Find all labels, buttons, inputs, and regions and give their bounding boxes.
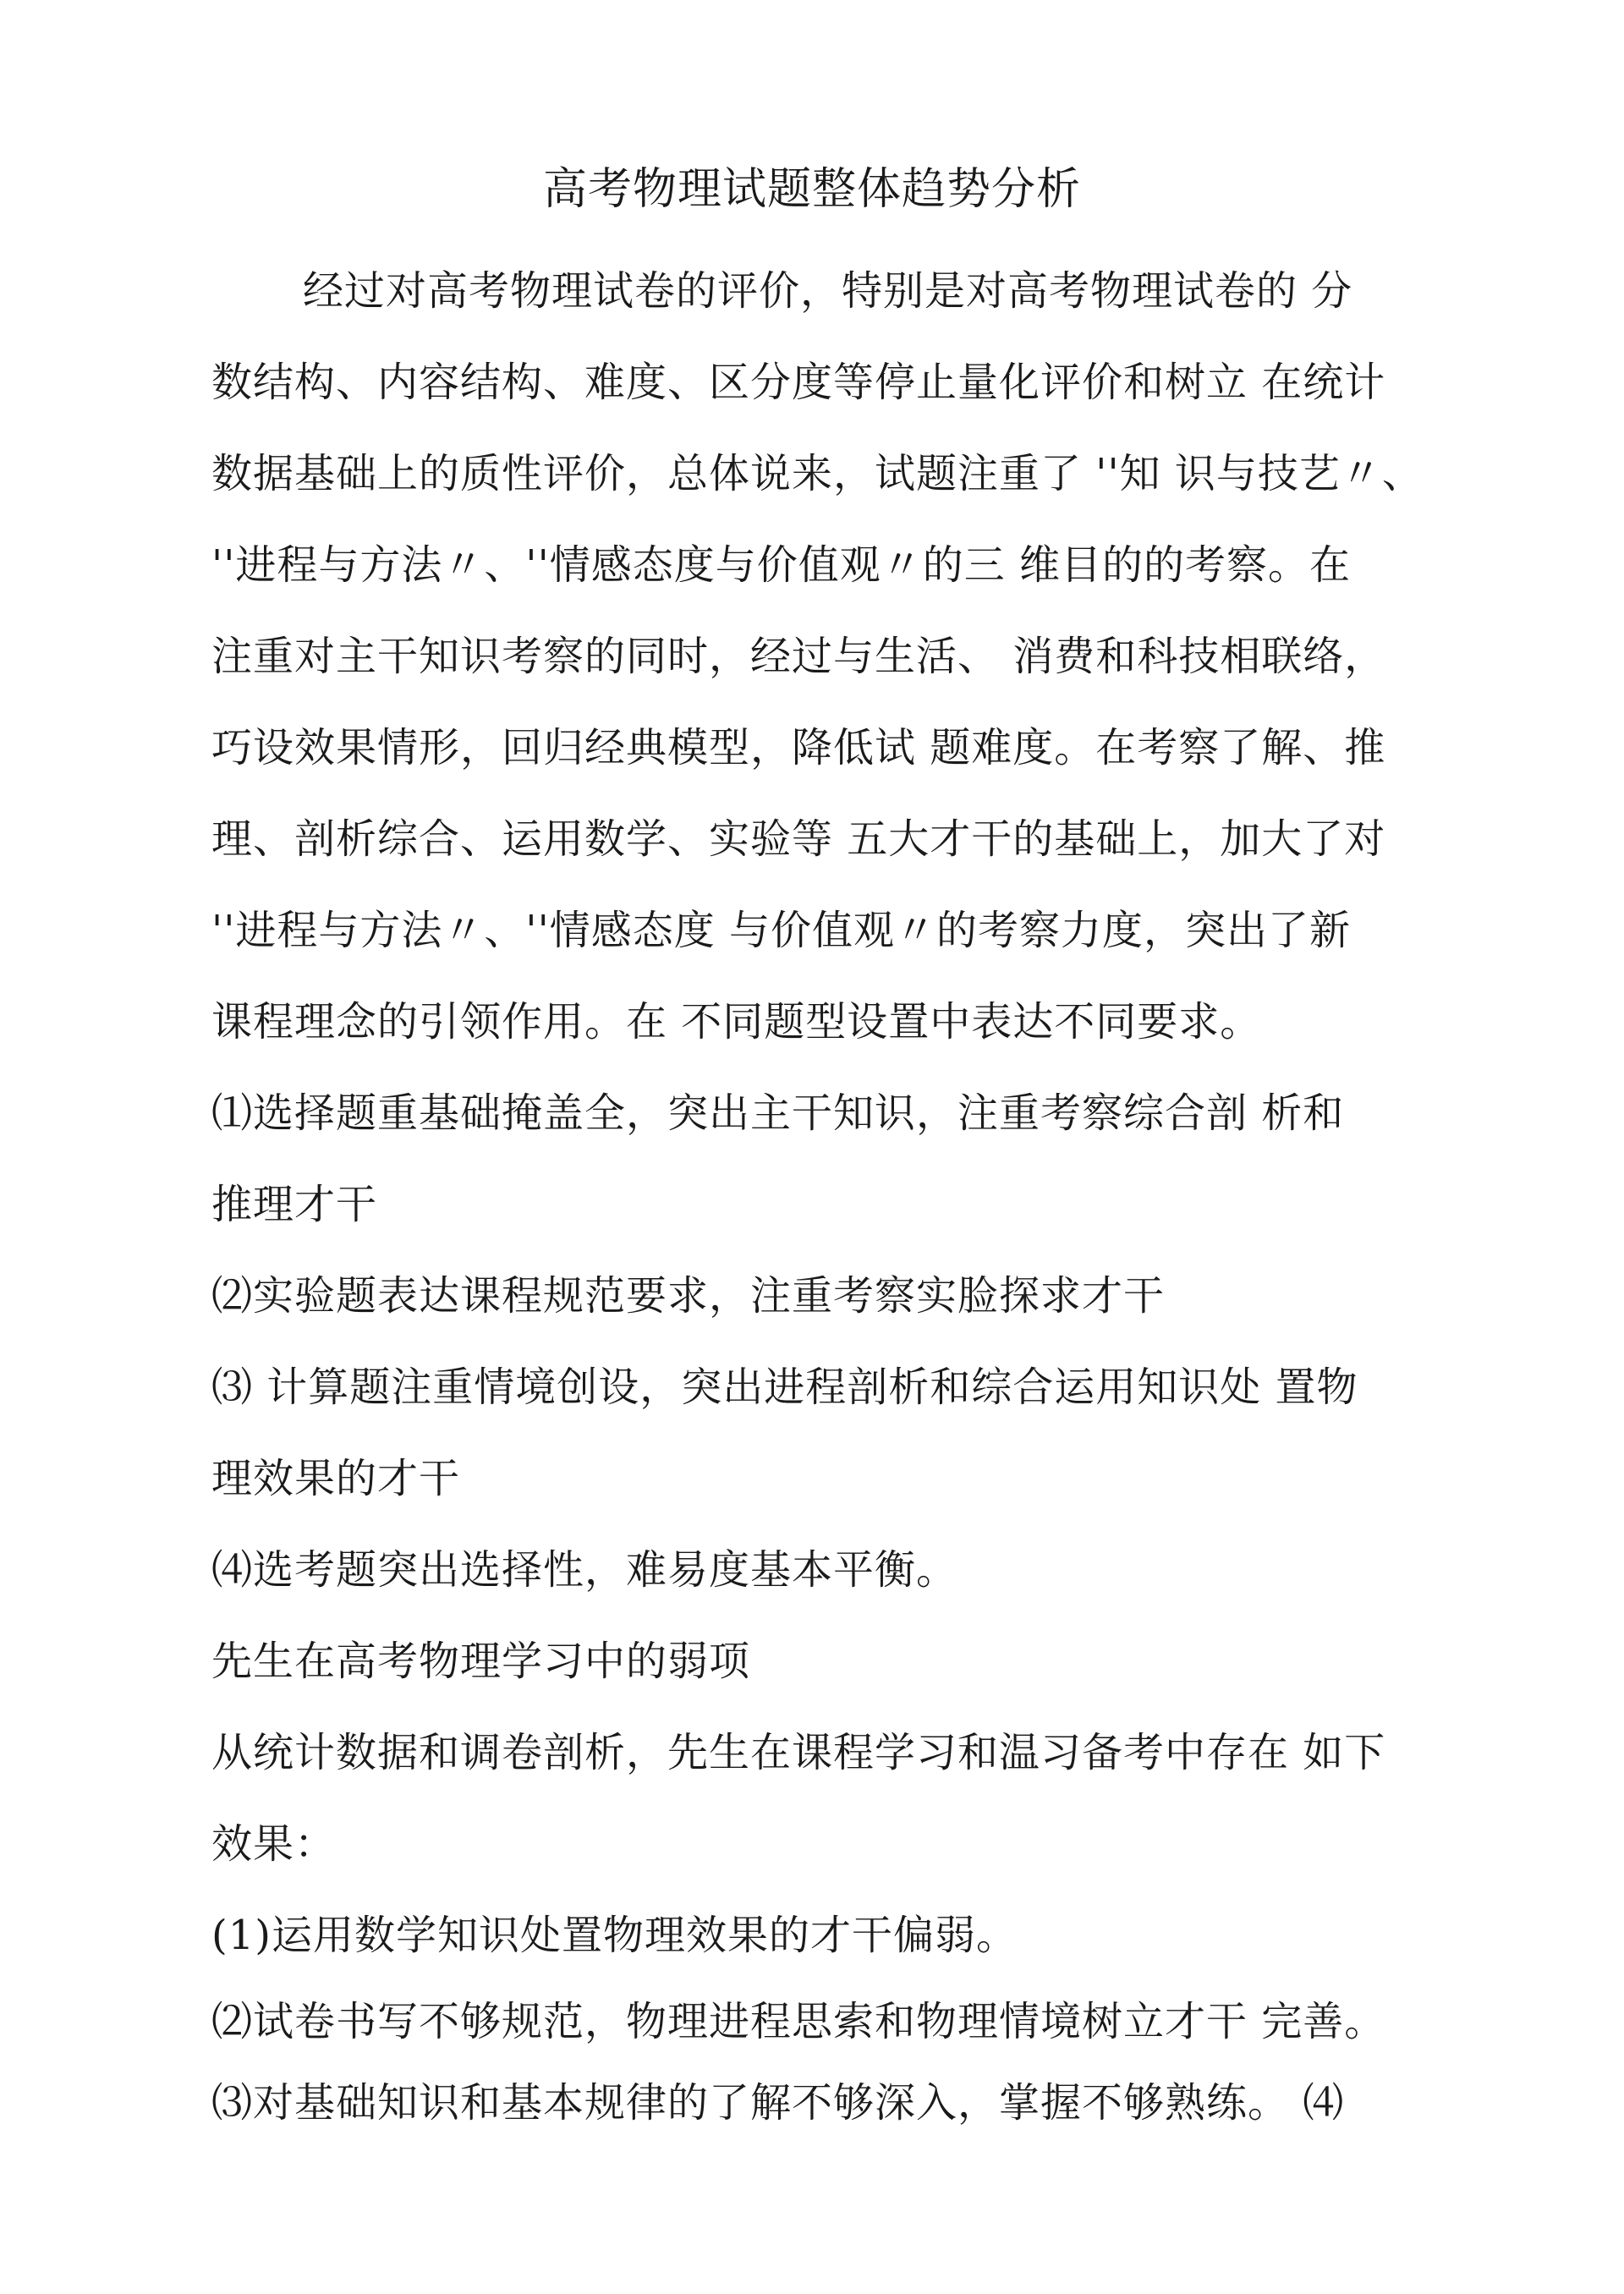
- paragraph-line: 课程理念的引领作用。在 不同题型设置中表达不同要求。: [211, 998, 1262, 1045]
- paragraph-line: 数据基础上的质性评价，总体说来，试题注重了 ''知 识与技艺〃、: [211, 450, 1424, 497]
- paragraph-line: ''进程与方法〃、''情感态度 与价值观〃的考察力度，突出了新: [211, 907, 1352, 954]
- paragraph-line: ''进程与方法〃、''情感态度与价值观〃的三 维目的的考察。在: [211, 541, 1352, 589]
- list-item-line: ⑵实验题表达课程规范要求，注重考察实脸探求才干: [211, 1272, 1166, 1320]
- paragraph-line: 经过对高考物理试卷的评价，特别是对高考物理试卷的 分: [303, 267, 1353, 315]
- list-item-line: ⑵试卷书写不够规范，物理进程思索和物理情境树立才干 完善。: [211, 1998, 1386, 2045]
- paragraph-line: 从统计数据和调卷剖析，先生在课程学习和温习备考中存在 如下: [211, 1729, 1386, 1776]
- paragraph-line: 效果：: [211, 1820, 337, 1868]
- list-item-line: ⑷选考题突出选择性，难易度基本平衡。: [211, 1546, 958, 1594]
- paragraph-line: 巧设效果情形，回归经典模型，降低试 题难度。在考察了解、推: [211, 724, 1386, 771]
- list-item-line: ⑶对基础知识和基本规律的了解不够深入，掌握不够熟练。 ⑷: [211, 2079, 1345, 2127]
- document-title: 高考物理试题整体趋势分析: [542, 164, 1081, 215]
- list-item-line: 理效果的才干: [211, 1455, 461, 1502]
- list-item-line: 推理才干: [211, 1181, 378, 1228]
- list-item-line: ⑶ 计算题注重情境创设，突出进程剖析和综合运用知识处 置物: [211, 1364, 1358, 1411]
- paragraph-line: 数结构、内容结构、难度、区分度等停止量化评价和树立 在统计: [211, 359, 1386, 406]
- list-item-line: ⑴选择题重基础掩盖全，突出主干知识，注重考察综合剖 析和: [211, 1089, 1345, 1137]
- document-body: [211, 245, 1489, 2143]
- section-heading-line: 先生在高考物理学习中的弱项: [211, 1638, 751, 1685]
- list-item-line: (1)运用数学知识处置物理效果的才干偏弱。: [211, 1912, 1018, 1959]
- paragraph-line: 注重对主干知识考察的同时，经过与生活、 消费和科技相联络，: [211, 633, 1386, 680]
- paragraph-line: 理、剖析综合、运用数学、实验等 五大才干的基础上，加大了对: [211, 815, 1386, 863]
